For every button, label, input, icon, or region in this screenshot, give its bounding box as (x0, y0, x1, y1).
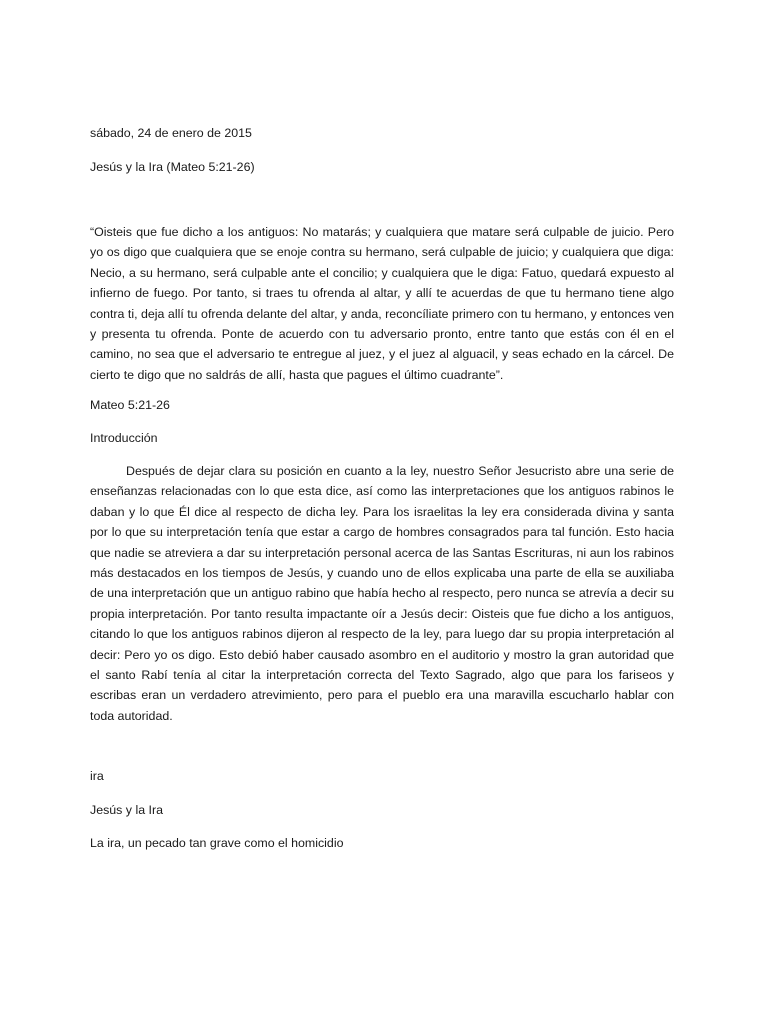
section-heading: La ira, un pecado tan grave como el homicidio (90, 836, 344, 850)
document-title: Jesús y la Ira (Mateo 5:21-26) (90, 160, 255, 174)
document-date: sábado, 24 de enero de 2015 (90, 126, 252, 140)
section-subtitle: Jesús y la Ira (90, 803, 163, 817)
intro-heading: Introducción (90, 431, 158, 445)
word-ira: ira (90, 769, 104, 783)
scripture-quote: “Oisteis que fue dicho a los antiguos: No matarás; y cualquiera que matare será culpable de juicio. Pero yo os digo que cualquiera que se enoje contra su hermano, será culpable de juicio; y cualquiera que diga: Necio, a su hermano, será culpable ante el concilio; y cualquiera que le diga: Fatuo, quedará expuesto al infierno de fuego. Por tanto, si traes tu ofrenda al altar, y allí te acuerdas de que tu hermano tiene algo contra ti, deja allí tu ofrenda delante del altar, y anda, reconcíliate primero con tu hermano, y entonces ven y presenta tu ofrenda. Ponte de acuerdo con tu adversario pronto, entre tanto que estás con él en el camino, no sea que el adversario te entregue al juez, y el juez al alguacil, y seas echado en la cárcel. De cierto te digo que no saldrás de allí, hasta que pagues el último cuadrante”. (90, 225, 674, 382)
intro-body: Después de dejar clara su posición en cuanto a la ley, nuestro Señor Jesucristo abre una serie de enseñanzas relacionadas con lo que esta dice, así como las interpretaciones que los antiguos rabinos le daban y lo que Él dice al respecto de dicha ley. Para los israelitas la ley era considerada divina y santa por lo que su interpretación tenía que estar a cargo de hombres consagrados para tal función. Esto hacia que nadie se atreviera a dar su interpretación personal acerca de las Santas Escrituras, ni aun los rabinos más destacados en los tiempos de Jesús, y cuando uno de ellos explicaba una parte de ella se auxiliaba de una interpretación que un antiguo rabino que había hecho al respecto, pero nunca se atrevía a decir su propia interpretación. Por tanto resulta impactante oír a Jesús decir: Oisteis que fue dicho a los antiguos, citando lo que los antiguos rabinos dijeron al respecto de la ley, para luego dar su propia interpretación al decir: Pero yo os digo. Esto debió haber causado asombro en el auditorio y mostro la gran autoridad que el santo Rabí tenía al citar la interpretación correcta del Texto Sagrado, algo que para los fariseos y escribas eran un verdadero atrevimiento, pero para el pueblo era una maravilla escucharlo hablar con toda autoridad. (90, 464, 674, 723)
scripture-reference: Mateo 5:21-26 (90, 398, 170, 412)
